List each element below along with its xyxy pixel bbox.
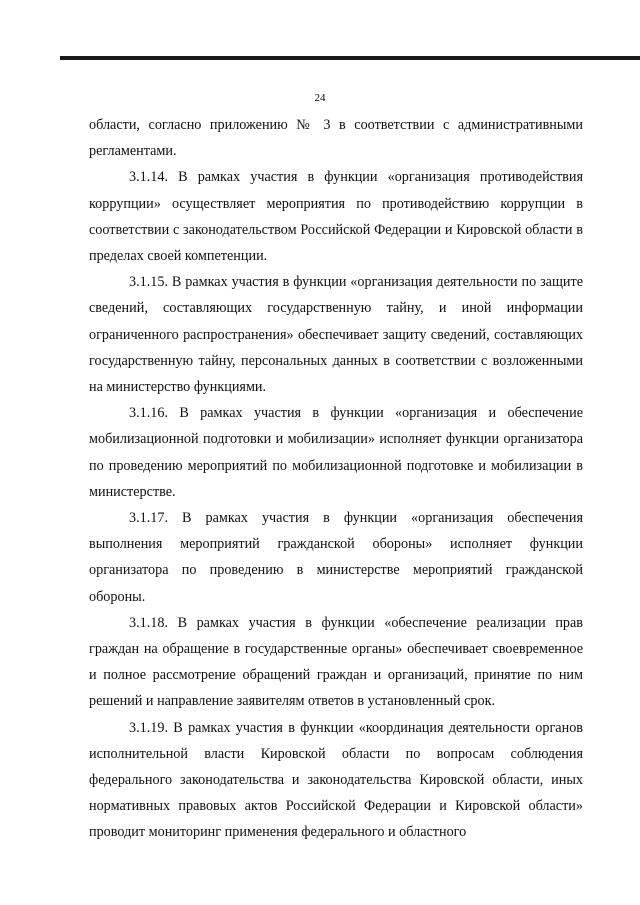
document-body xyxy=(89,112,583,846)
page-number: 24 xyxy=(314,92,326,104)
paragraph-continuation: области, согласно приложению № 3 в соответствии с административными регламентами. xyxy=(89,117,583,160)
header-rule xyxy=(60,56,640,60)
paragraph-3-1-14: 3.1.14. В рамках участия в функции «организация противодействия коррупции» осуществляет мероприятия по противодействию коррупции в соответствии с законодательством Российской Федерации и Кировской области в пределах своей компетенции. xyxy=(89,169,583,265)
paragraph-3-1-17: 3.1.17. В рамках участия в функции «организация обеспечения выполнения мероприятий гражданской обороны» исполняет функции организатора по проведению в министерстве мероприятий гражданской обороны. xyxy=(89,510,583,605)
paragraph-3-1-15: 3.1.15. В рамках участия в функции «организация деятельности по защите сведений, составляющих государственную тайну, и иной информации ограниченного распространения» обеспечивает защиту сведений, составляющих государственную тайну, персональных данных в соответствии с возложенными на министерство функциями. xyxy=(89,274,583,396)
paragraph-3-1-18: 3.1.18. В рамках участия в функции «обеспечение реализации прав граждан на обращение в государственные органы» обеспечивает своевременное и полное рассмотрение обращений граждан и организаций, принятие по ним решений и направление заявителям ответов в установленный срок. xyxy=(89,614,583,710)
paragraph-3-1-16: 3.1.16. В рамках участия в функции «организация и обеспечение мобилизационной подготовки и мобилизации» исполняет функции организатора по проведению мероприятий по мобилизационной подготовке и мобилизации в министерстве. xyxy=(89,405,583,500)
paragraph-3-1-19: 3.1.19. В рамках участия в функции «координация деятельности органов исполнительной власти Кировской области по вопросам соблюдения федерального законодательства и законодательства Кировской области, иных нормативных правовых актов Российской Федерации и Кировской области» проводит мониторинг применения федерального и областного xyxy=(89,719,583,841)
